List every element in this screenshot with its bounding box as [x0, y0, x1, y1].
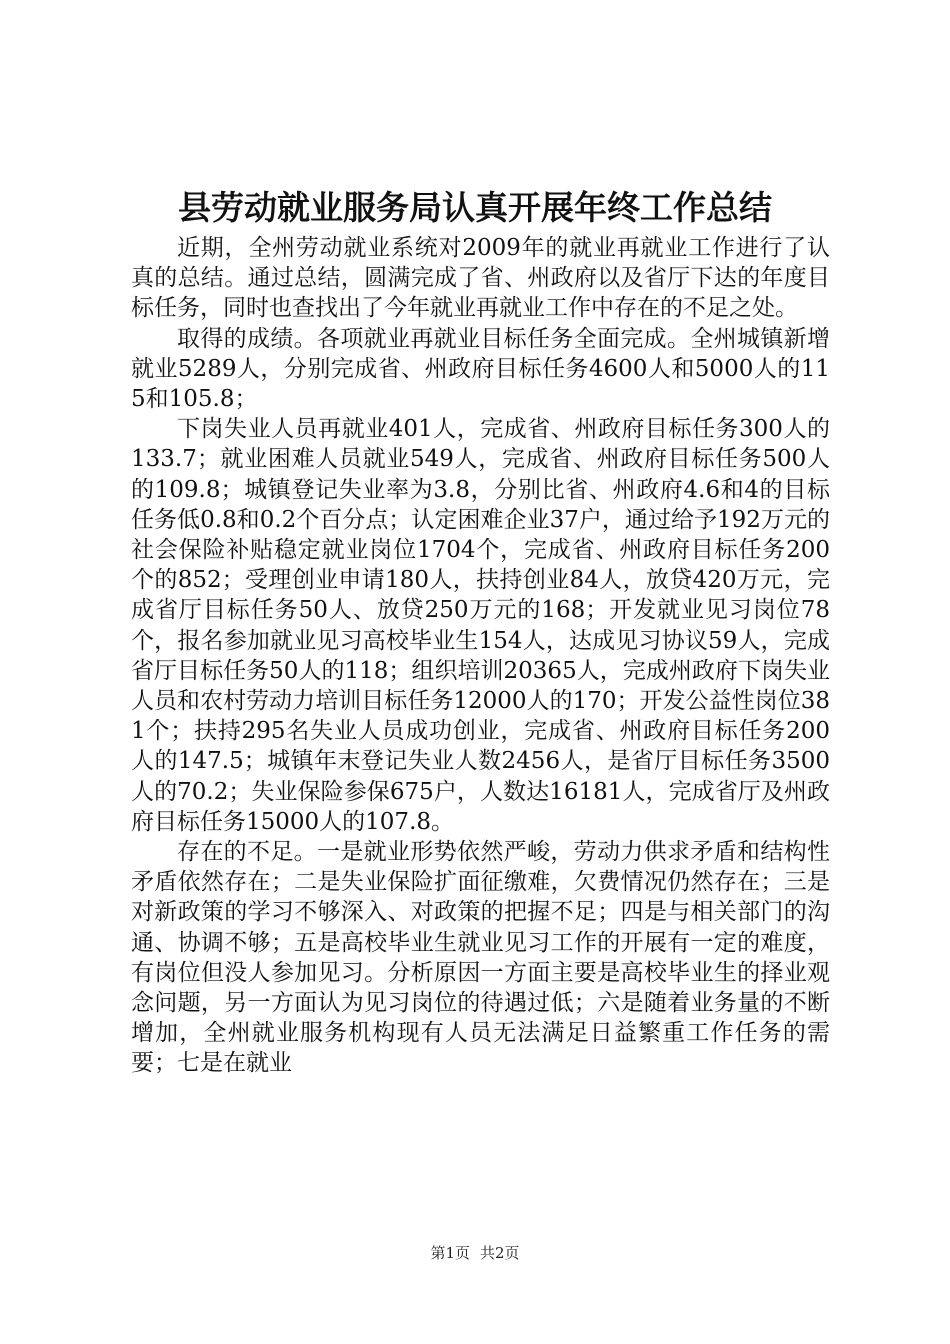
document-title: 县劳动就业服务局认真开展年终工作总结: [178, 188, 772, 227]
paragraph-shortcomings: 存在的不足。一是就业形势依然严峻，劳动力供求矛盾和结构性矛盾依然存在；二是失业保险扩面征缴难，欠费情况仍然存在；三是对新政策的学习不够深入、对政策的把握不足；四是与相关部门的沟通、协调不够；五是高校毕业生就业见习工作的开展有一定的难度，有岗位但没人参加见习。分析原因一方面主要是高校毕业生的择业观念问题，另一方面认为见习岗位的待遇过低；六是随着业务量的不断增加，全州就业服务机构现有人员无法满足日益繁重工作任务的需要；七是在就业: [131, 839, 830, 1077]
paragraph-achievements: 取得的成绩。各项就业再就业目标任务全面完成。全州城镇新增就业5289人，分别完成省、州政府目标任务4600人和5000人的115和105.8；: [131, 325, 830, 413]
page-total: 共2页: [480, 1244, 520, 1262]
page-footer: [0, 1243, 950, 1263]
page-number: 第1页: [430, 1244, 470, 1262]
paragraph-reemployment: 下岗失业人员再就业401人，完成省、州政府目标任务300人的133.7；就业困难人员就业549人，完成省、州政府目标任务500人的109.8；城镇登记失业率为3.8，分别比省、州政府4.6和4的目标任务低0.8和0.2个百分点；认定困难企业37户，通过给予192万元的社会保险补贴稳定就业岗位1704个，完成省、州政府目标任务200个的852；受理创业申请180人，扶持创业84人，放贷420万元，完成省厅目标任务50人、放贷250万元的168；开发就业见习岗位78个，报名参加就业见习高校毕业生154人，达成见习协议59人，完成省厅目标任务50人的118；组织培训20365人，完成州政府下岗失业人员和农村劳动力培训目标任务12000人的170；开发公益性岗位381个；扶持295名失业人员成功创业，完成省、州政府目标任务200人的147.5；城镇年末登记失业人数2456人，是省厅目标任务3500人的70.2；失业保险参保675户，人数达16181人，完成省厅及州政府目标任务15000人的107.8。: [131, 416, 830, 835]
document-body: [131, 233, 830, 1079]
paragraph-intro: 近期，全州劳动就业系统对2009年的就业再就业工作进行了认真的总结。通过总结，圆满完成了省、州政府以及省厅下达的年度目标任务，同时也查找出了今年就业再就业工作中存在的不足之处。: [131, 235, 830, 322]
